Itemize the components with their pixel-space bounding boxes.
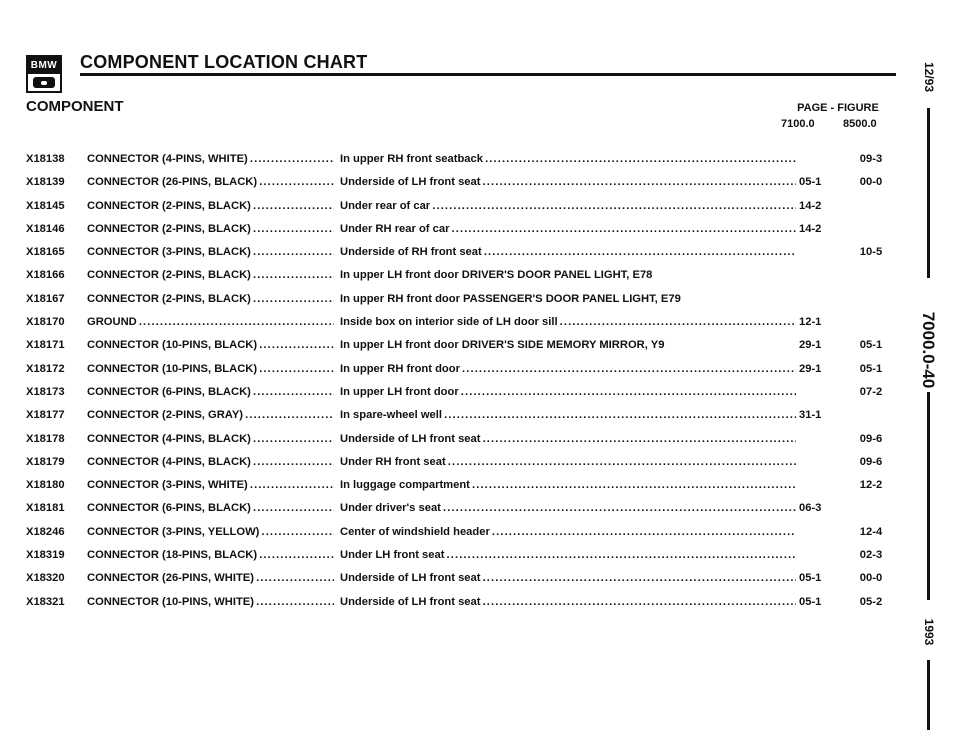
component-location: Underside of LH front seat . . . bbox=[340, 176, 796, 188]
bmw-logo-text: BMW bbox=[28, 57, 60, 74]
component-id: X18171 bbox=[26, 339, 65, 352]
table-row bbox=[26, 428, 906, 451]
component-name: CONNECTOR (10-PINS, WHITE) . . . bbox=[87, 596, 334, 608]
page-8500-ref: 09-3 bbox=[859, 153, 883, 165]
page-figure-heading: PAGE - FIGURE bbox=[797, 102, 879, 114]
page-7100-ref: 29-1 bbox=[799, 339, 822, 352]
component-name: CONNECTOR (10-PINS, BLACK) . . . bbox=[87, 339, 334, 351]
page-8500-ref: 09-6 bbox=[859, 432, 883, 445]
side-date: 12/93 bbox=[922, 61, 936, 93]
page-8500-ref: 05-2 bbox=[859, 595, 883, 608]
component-id: X18178 bbox=[26, 432, 65, 445]
table-row bbox=[26, 451, 906, 474]
component-id: X18138 bbox=[26, 153, 65, 165]
component-location: Under driver's seat . . . bbox=[340, 502, 796, 514]
component-name: CONNECTOR (2-PINS, BLACK) . . . bbox=[87, 200, 334, 212]
page-8500-ref: 05-1 bbox=[859, 339, 883, 352]
component-id: X18146 bbox=[26, 222, 65, 235]
page-8500-ref: 00-0 bbox=[859, 176, 883, 189]
table-row bbox=[26, 311, 906, 334]
component-name: CONNECTOR (2-PINS, BLACK) . . . bbox=[87, 223, 334, 235]
component-name: CONNECTOR (2-PINS, BLACK) . . . bbox=[87, 293, 334, 305]
component-name: CONNECTOR (26-PINS, WHITE) . . . bbox=[87, 572, 334, 584]
component-name: CONNECTOR (26-PINS, BLACK) . . . bbox=[87, 176, 334, 188]
table-row bbox=[26, 241, 906, 264]
component-id: X18165 bbox=[26, 246, 65, 259]
side-rule-top bbox=[927, 108, 930, 278]
component-id: X18319 bbox=[26, 549, 65, 562]
component-id: X18180 bbox=[26, 479, 65, 492]
table-row bbox=[26, 288, 906, 311]
component-name: CONNECTOR (6-PINS, BLACK) . . . bbox=[87, 386, 334, 398]
component-name: CONNECTOR (10-PINS, BLACK) . . . bbox=[87, 363, 334, 375]
title-rule bbox=[80, 73, 896, 76]
page-7100-ref: 31-1 bbox=[799, 409, 822, 422]
page-7100-ref: 12-1 bbox=[799, 316, 822, 329]
table-row bbox=[26, 334, 906, 357]
table-row bbox=[26, 404, 906, 427]
table-row bbox=[26, 497, 906, 520]
table-row bbox=[26, 358, 906, 381]
page-7100-ref: 14-2 bbox=[799, 222, 822, 235]
page-7100-ref: 05-1 bbox=[799, 572, 822, 585]
component-location: In upper LH front door . . . bbox=[340, 386, 796, 398]
component-table bbox=[26, 148, 906, 614]
component-name: CONNECTOR (3-PINS, YELLOW) . . . bbox=[87, 526, 334, 538]
side-rule-bottom bbox=[927, 660, 930, 730]
component-location: In upper RH front door . . . bbox=[340, 363, 796, 375]
component-id: X18320 bbox=[26, 572, 65, 585]
component-name: CONNECTOR (18-PINS, BLACK) . . . bbox=[87, 549, 334, 561]
page-8500-ref: 09-6 bbox=[859, 455, 883, 468]
table-row bbox=[26, 544, 906, 567]
component-id: X18167 bbox=[26, 292, 65, 305]
page-8500-ref: 00-0 bbox=[859, 572, 883, 585]
table-row bbox=[26, 591, 906, 614]
column-7100-heading: 7100.0 bbox=[781, 118, 815, 130]
component-name: CONNECTOR (6-PINS, BLACK) . . . bbox=[87, 502, 334, 514]
component-name: CONNECTOR (4-PINS, BLACK) . . . bbox=[87, 433, 334, 445]
side-page-number: 7000.0-40 bbox=[919, 311, 938, 389]
component-location: Under RH rear of car . . . bbox=[340, 223, 796, 235]
component-location: Underside of RH front seat . . . bbox=[340, 246, 796, 258]
component-location: In upper RH front seatback . . . bbox=[340, 153, 796, 165]
side-year: 1993 bbox=[922, 618, 936, 646]
component-id: X18145 bbox=[26, 199, 65, 212]
component-location: Underside of LH front seat . . . bbox=[340, 572, 796, 584]
component-id: X18170 bbox=[26, 316, 65, 329]
bmw-logo-mark bbox=[33, 77, 55, 88]
table-row bbox=[26, 474, 906, 497]
page-7100-ref: 05-1 bbox=[799, 176, 822, 189]
table-row bbox=[26, 521, 906, 544]
page-7100-ref: 14-2 bbox=[799, 199, 822, 212]
page-8500-ref: 12-2 bbox=[859, 479, 883, 492]
page-8500-ref: 02-3 bbox=[859, 549, 883, 562]
component-name: CONNECTOR (2-PINS, GRAY) . . . bbox=[87, 409, 334, 421]
page-8500-ref: 10-5 bbox=[859, 246, 883, 259]
component-heading: COMPONENT bbox=[26, 98, 124, 115]
table-row bbox=[26, 171, 906, 194]
component-id: X18177 bbox=[26, 409, 65, 422]
page-7100-ref: 06-3 bbox=[799, 502, 822, 515]
component-location: In luggage compartment . . . bbox=[340, 479, 796, 491]
component-location: Underside of LH front seat . . . bbox=[340, 433, 796, 445]
page-8500-ref: 05-1 bbox=[859, 362, 883, 375]
table-row bbox=[26, 381, 906, 404]
component-name: CONNECTOR (4-PINS, BLACK) . . . bbox=[87, 456, 334, 468]
table-row bbox=[26, 218, 906, 241]
page-7100-ref: 05-1 bbox=[799, 595, 822, 608]
component-id: X18166 bbox=[26, 269, 65, 282]
component-location: Under RH front seat . . . bbox=[340, 456, 796, 468]
component-id: X18173 bbox=[26, 385, 65, 398]
component-id: X18172 bbox=[26, 362, 65, 375]
side-rule-middle bbox=[927, 392, 930, 600]
component-location: In upper LH front door DRIVER'S SIDE MEMORY MIRROR, Y9 bbox=[340, 339, 665, 352]
page-title: COMPONENT LOCATION CHART bbox=[80, 52, 368, 72]
component-location: In upper LH front door DRIVER'S DOOR PANEL LIGHT, E78 bbox=[340, 269, 653, 282]
component-name: GROUND . . . bbox=[87, 316, 334, 328]
component-location: Underside of LH front seat . . . bbox=[340, 596, 796, 608]
component-name: CONNECTOR (3-PINS, WHITE) . . . bbox=[87, 479, 334, 491]
component-id: X18246 bbox=[26, 525, 65, 538]
component-id: X18179 bbox=[26, 455, 65, 468]
page-8500-ref: 12-4 bbox=[859, 525, 883, 538]
table-row bbox=[26, 148, 906, 171]
table-row bbox=[26, 195, 906, 218]
bmw-logo bbox=[26, 55, 62, 93]
component-location: In spare-wheel well . . . bbox=[340, 409, 796, 421]
page-7100-ref: 29-1 bbox=[799, 362, 822, 375]
component-name: CONNECTOR (4-PINS, WHITE) . . . bbox=[87, 153, 334, 165]
component-location: Under LH front seat . . . bbox=[340, 549, 796, 561]
component-name: CONNECTOR (3-PINS, BLACK) . . . bbox=[87, 246, 334, 258]
component-location: Under rear of car . . . bbox=[340, 200, 796, 212]
component-location: Center of windshield header . . . bbox=[340, 526, 796, 538]
component-id: X18139 bbox=[26, 176, 65, 189]
component-id: X18181 bbox=[26, 502, 65, 515]
table-row bbox=[26, 264, 906, 287]
component-location: In upper RH front door PASSENGER'S DOOR PANEL LIGHT, E79 bbox=[340, 292, 681, 305]
table-row bbox=[26, 567, 906, 590]
component-name: CONNECTOR (2-PINS, BLACK) . . . bbox=[87, 269, 334, 281]
component-location: Inside box on interior side of LH door sill . . . bbox=[340, 316, 796, 328]
page-8500-ref: 07-2 bbox=[859, 385, 883, 398]
column-8500-heading: 8500.0 bbox=[843, 118, 877, 130]
component-id: X18321 bbox=[26, 595, 65, 608]
